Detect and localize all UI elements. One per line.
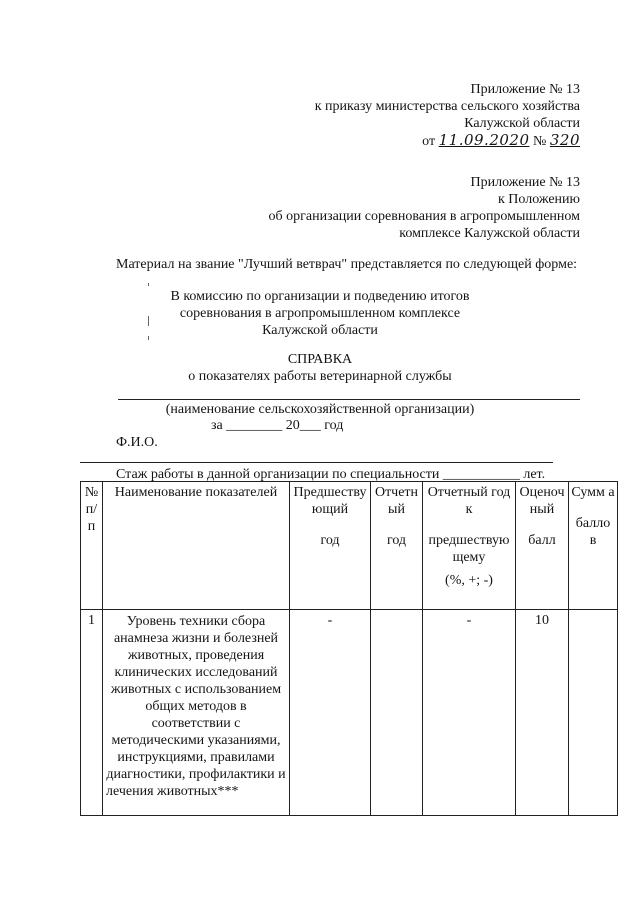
- appendix1-line1: к приказу министерства сельского хозяйства: [314, 99, 580, 114]
- row-num: 1: [81, 610, 103, 816]
- header-report-year: [371, 482, 423, 610]
- intro-text: Материал на звание "Лучший ветврач" представляется по следующей форме:: [116, 257, 578, 272]
- scan-mark: [148, 283, 149, 286]
- row-comparison: -: [423, 610, 516, 816]
- scan-mark: [148, 316, 149, 326]
- row-score: 10: [516, 610, 569, 816]
- fio-label: Ф.И.О.: [116, 435, 158, 450]
- header-cmp-a: Отчетный год к: [427, 485, 511, 517]
- appendix1-date-line: [200, 132, 580, 150]
- appendix1-title: Приложение № 13: [470, 82, 580, 97]
- date-handwritten: 11.09.2020: [438, 131, 530, 149]
- commission-line1: В комиссию по организации и подведению итогов: [170, 289, 470, 304]
- header-cmp-b: предшествую щему: [428, 533, 510, 565]
- spravka-subtitle: о показателях работы ветеринарной службы: [188, 369, 452, 384]
- header-sum-a: Сумм а: [571, 485, 615, 500]
- experience-text: Стаж работы в данной организации по специальности ___________ лет.: [116, 467, 546, 482]
- row-sum: [569, 610, 618, 816]
- header-comparison: [423, 482, 516, 610]
- commission-line3: Калужской области: [262, 323, 378, 338]
- table-row: [81, 610, 618, 816]
- header-sum-b: балло в: [575, 516, 611, 548]
- header-num: № п/п: [81, 482, 103, 610]
- appendix1-line2: Калужской области: [464, 116, 580, 131]
- fio-line: [80, 462, 553, 463]
- header-score-a: Оценоч ный: [519, 485, 565, 517]
- row-report-year: [371, 610, 423, 816]
- header-score-b: балл: [528, 533, 556, 548]
- appendix2-line2: об организации соревнования в агропромышленном: [268, 209, 580, 224]
- header-prev-b: год: [320, 533, 340, 548]
- appendix2-title: Приложение № 13: [470, 175, 580, 190]
- header-rep-a: Отчетн ый: [374, 485, 419, 517]
- header-score: [516, 482, 569, 610]
- number-sign: №: [533, 134, 547, 149]
- header-sum: [569, 482, 618, 610]
- commission-line2: соревнования в агропромышленном комплексе: [179, 306, 461, 321]
- appendix2-line1: к Положению: [497, 192, 580, 207]
- organization-line: [118, 399, 580, 400]
- header-rep-b: год: [386, 533, 407, 548]
- appendix2-block: [200, 174, 580, 242]
- header-prev-year: [290, 482, 371, 610]
- header-prev-a: Предшеству ющий: [293, 485, 367, 517]
- organization-caption: (наименование сельскохозяйственной организации): [165, 402, 475, 417]
- year-line: за ________ 20___ год: [211, 418, 344, 433]
- spravka-title: СПРАВКА: [287, 352, 353, 367]
- row-prev-year: -: [290, 610, 371, 816]
- scan-mark: [148, 336, 149, 340]
- indicators-table: [80, 481, 618, 816]
- row-indicator-name: Уровень техники сбора анамнеза жизни и болезней животных, проведения клинических исследований животных с использованием общих методов в соответствии с методическими указаниями, инструкциями, правилами диагностики, профилактики и лечения животных***: [103, 610, 290, 816]
- commission-block: [150, 288, 490, 339]
- header-name: Наименование показателей: [103, 482, 290, 610]
- appendix1-block: [200, 81, 580, 150]
- table-header-row: [81, 482, 618, 610]
- number-handwritten: 320: [549, 131, 580, 149]
- header-cmp-c: (%, +; -): [445, 573, 493, 588]
- date-prefix: от: [422, 134, 436, 149]
- appendix2-line3: комплексе Калужской области: [399, 226, 580, 241]
